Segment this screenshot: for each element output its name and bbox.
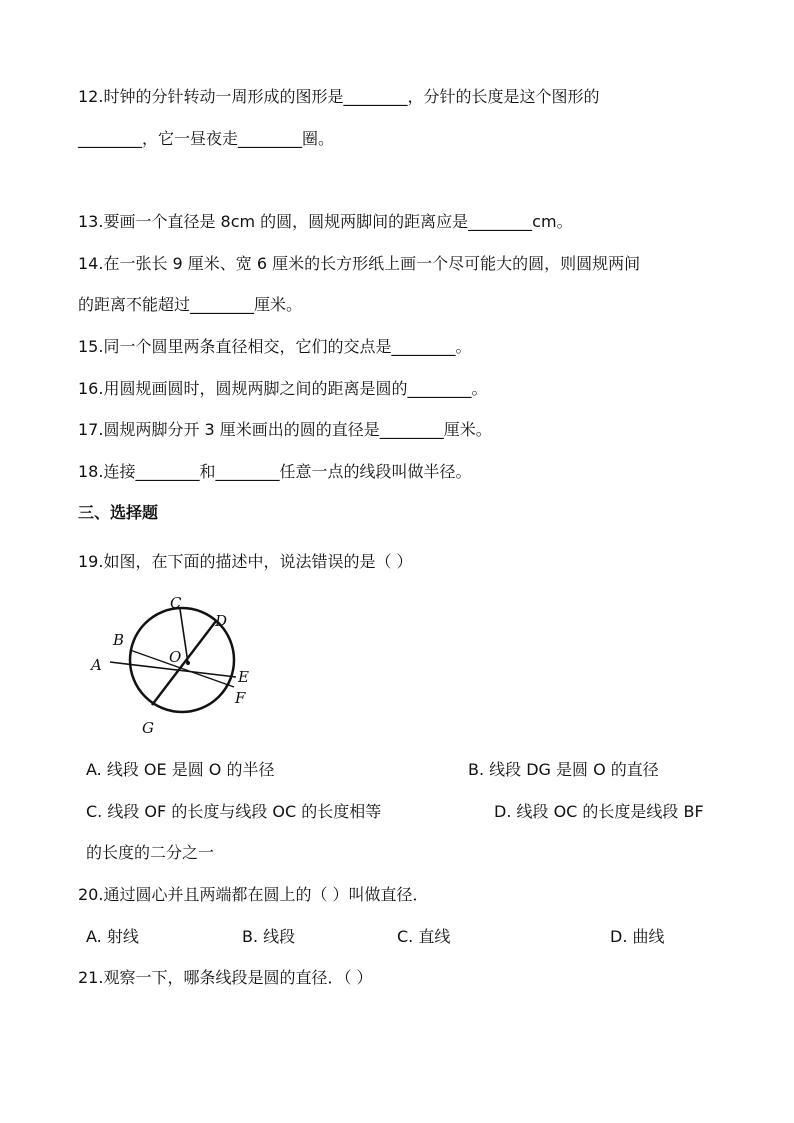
q19-option-c: C. 线段 OF 的长度与线段 OC 的长度相等 [86, 802, 382, 821]
q20-option-c: C. 直线 [397, 927, 451, 946]
q18: 18.连接________和________任意一点的线段叫做半径。 [78, 462, 472, 481]
q20-option-d: D. 曲线 [610, 927, 665, 946]
q20-stem: 20.通过圆心并且两端都在圆上的（ ）叫做直径． [78, 885, 429, 904]
q19-stem: 19.如图，在下面的描述中，说法错误的是（ ） [78, 552, 413, 571]
q21-stem: 21.观察一下，哪条线段是圆的直径．（ ） [78, 968, 373, 987]
q13: 13.要画一个直径是 8cm 的圆，圆规两脚间的距离应是________cm。 [78, 212, 573, 231]
label-D: D [215, 612, 228, 630]
q19-option-d: D. 线段 OC 的长度是线段 BF [494, 802, 704, 821]
q12-line2: ________，它一昼夜走________圈。 [78, 129, 335, 148]
q14-line2: 的距离不能超过________厘米。 [78, 295, 303, 314]
label-B: B [113, 631, 125, 649]
label-E: E [238, 668, 249, 686]
q15: 15.同一个圆里两条直径相交，它们的交点是________。 [78, 337, 472, 356]
q20-option-b: B. 线段 [242, 927, 296, 946]
label-A: A [91, 656, 102, 674]
q14-line1: 14.在一张长 9 厘米、宽 6 厘米的长方形纸上画一个尽可能大的圆，则圆规两间 [78, 254, 641, 273]
q12-line1: 12.时钟的分针转动一周形成的图形是________，分针的长度是这个图形的 [78, 87, 600, 106]
q17: 17.圆规两脚分开 3 厘米画出的圆的直径是________厘米。 [78, 420, 492, 439]
label-F: F [235, 689, 246, 707]
q19-option-d-cont: 的长度的二分之一 [86, 843, 215, 862]
q19-option-a: A. 线段 OE 是圆 O 的半径 [86, 760, 275, 779]
q19-option-b: B. 线段 DG 是圆 O 的直径 [468, 760, 659, 779]
label-G: G [142, 719, 154, 737]
q20-option-a: A. 射线 [86, 927, 139, 946]
section-title-choice: 三、选择题 [78, 503, 159, 522]
label-O: O [169, 648, 182, 666]
center-point [186, 661, 190, 665]
label-C: C [170, 594, 182, 612]
q16: 16.用圆规画圆时，圆规两脚之间的距离是圆的________。 [78, 379, 488, 398]
line-BF [130, 650, 234, 687]
circle-figure [86, 590, 256, 740]
